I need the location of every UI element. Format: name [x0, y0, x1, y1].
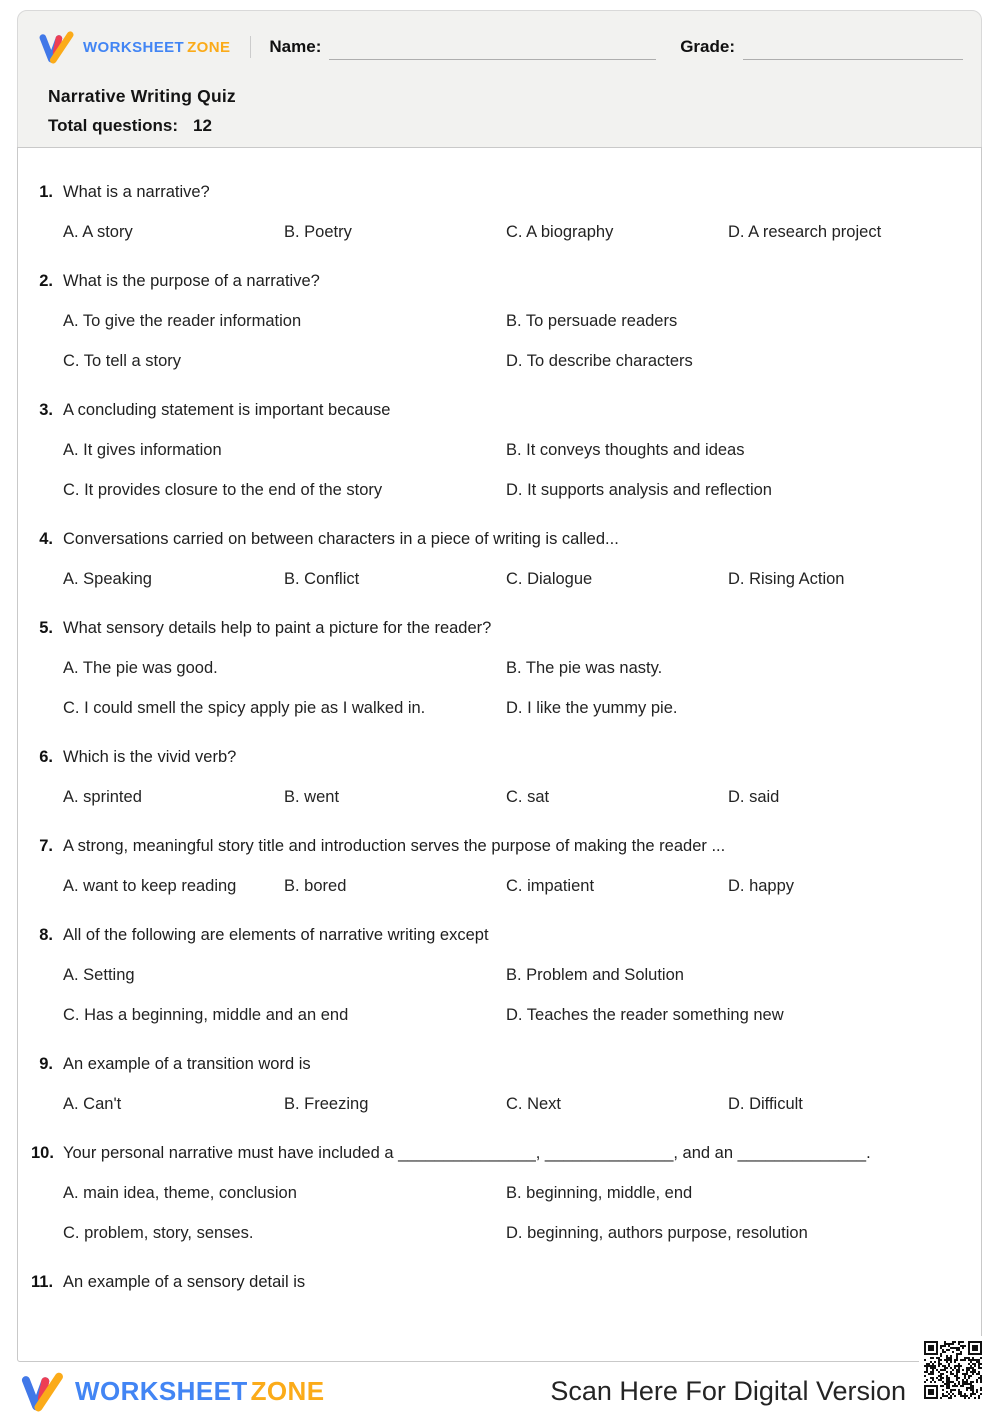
question-10 [31, 1142, 961, 1245]
question-number: 2. [39, 272, 53, 290]
question-5 [31, 617, 961, 720]
question-1-option-A: A. A story [63, 223, 133, 241]
worksheet-title: Narrative Writing Quiz [48, 86, 236, 106]
question-number: 4. [39, 530, 53, 548]
question-8-text-line [31, 924, 961, 947]
question-1-text-line [31, 181, 961, 204]
question-4-option-A: A. Speaking [63, 570, 152, 588]
question-4-option-C: C. Dialogue [506, 570, 593, 588]
question-10-options [63, 1182, 961, 1245]
header [18, 11, 981, 147]
question-2-option-D: D. To describe characters [506, 352, 693, 370]
question-7-option-D: D. happy [728, 877, 795, 895]
question-1-options [63, 221, 961, 244]
question-2-option-B: B. To persuade readers [506, 312, 678, 330]
qr-code [919, 1336, 987, 1404]
question-5-options [63, 657, 961, 720]
question-number: 1. [39, 183, 53, 201]
question-5-option-B: B. The pie was nasty. [506, 659, 663, 677]
questions-list [31, 181, 961, 1294]
question-8-option-A: A. Setting [63, 966, 135, 984]
brand-word-zone: ZONE [250, 1375, 325, 1406]
question-10-option-A: A. main idea, theme, conclusion [63, 1184, 297, 1202]
question-text: A concluding statement is important because [63, 401, 391, 419]
question-text: A strong, meaningful story title and introduction serves the purpose of making the reader ... [63, 837, 726, 855]
question-text: What is a narrative? [63, 183, 210, 201]
question-number: 7. [39, 837, 53, 855]
question-number: 8. [39, 926, 53, 944]
question-10-option-D: D. beginning, authors purpose, resolution [506, 1224, 808, 1242]
question-number: 6. [39, 748, 53, 766]
vertical-divider [250, 36, 251, 58]
question-2-text-line [31, 270, 961, 293]
question-9-option-D: D. Difficult [728, 1095, 803, 1113]
question-3-text-line [31, 399, 961, 422]
scan-here-text: Scan Here For Digital Version [550, 1375, 906, 1406]
question-8-option-C: C. Has a beginning, middle and an end [63, 1006, 349, 1024]
question-text: Your personal narrative must have included a _______________, ______________, and an ______________. [63, 1144, 871, 1162]
worksheetzone-w-icon [38, 30, 76, 64]
question-3-option-A: A. It gives information [63, 441, 222, 459]
question-6-option-A: A. sprinted [63, 788, 142, 806]
question-9 [31, 1053, 961, 1116]
question-2 [31, 270, 961, 373]
question-4-option-D: D. Rising Action [728, 570, 845, 588]
question-1 [31, 181, 961, 244]
question-number: 5. [39, 619, 53, 637]
question-text: Conversations carried on between characters in a piece of writing is called... [63, 530, 619, 548]
question-7-option-C: C. impatient [506, 877, 595, 895]
question-5-option-A: A. The pie was good. [63, 659, 218, 677]
footer [0, 1368, 1000, 1414]
question-5-option-D: D. I like the yummy pie. [506, 699, 678, 717]
question-9-option-A: A. Can't [63, 1095, 122, 1113]
question-4-text-line [31, 528, 961, 551]
question-9-text-line [31, 1053, 961, 1076]
question-1-option-D: D. A research project [728, 223, 882, 241]
question-9-option-B: B. Freezing [284, 1095, 369, 1113]
question-7-text-line [31, 835, 961, 858]
question-3-option-D: D. It supports analysis and reflection [506, 481, 772, 499]
brand-word-worksheet: WORKSHEET [75, 1375, 248, 1406]
question-10-option-C: C. problem, story, senses. [63, 1224, 254, 1242]
question-11 [31, 1271, 961, 1294]
question-3 [31, 399, 961, 502]
question-4-options [63, 568, 961, 591]
question-5-option-C: C. I could smell the spicy apply pie as I walked in. [63, 699, 426, 717]
question-6-text-line [31, 746, 961, 769]
brand-word-zone: ZONE [187, 38, 231, 56]
question-number: 11. [31, 1273, 54, 1291]
question-8-option-B: B. Problem and Solution [506, 966, 684, 984]
grade-input-line[interactable] [743, 44, 963, 60]
question-4-option-B: B. Conflict [284, 570, 360, 588]
question-3-options [63, 439, 961, 502]
question-2-option-A: A. To give the reader information [63, 312, 302, 330]
question-5-text-line [31, 617, 961, 640]
header-logo-row [38, 29, 963, 65]
question-1-option-B: B. Poetry [284, 223, 352, 241]
brand-logo [38, 30, 230, 64]
question-6-option-C: C. sat [506, 788, 550, 806]
question-6-option-B: B. went [284, 788, 340, 806]
question-3-option-B: B. It conveys thoughts and ideas [506, 441, 745, 459]
question-7-option-B: B. bored [284, 877, 347, 895]
total-questions-row [48, 116, 963, 136]
question-text: What sensory details help to paint a picture for the reader? [63, 619, 492, 637]
questions-panel [17, 147, 982, 1362]
question-6-options [63, 786, 961, 809]
brand-word-worksheet: WORKSHEET [83, 38, 185, 56]
question-8 [31, 924, 961, 1027]
footer-brand-logo [20, 1371, 324, 1412]
question-6-option-D: D. said [728, 788, 780, 806]
question-8-option-D: D. Teaches the reader something new [506, 1006, 784, 1024]
question-text: An example of a sensory detail is [63, 1273, 306, 1291]
question-11-text-line [31, 1271, 961, 1294]
worksheetzone-w-icon [20, 1371, 66, 1412]
question-9-options [63, 1093, 961, 1116]
question-2-option-C: C. To tell a story [63, 352, 181, 370]
question-text: What is the purpose of a narrative? [63, 272, 320, 290]
question-7-option-A: A. want to keep reading [63, 877, 237, 895]
name-input-line[interactable] [329, 44, 656, 60]
question-10-option-B: B. beginning, middle, end [506, 1184, 693, 1202]
question-number: 3. [39, 401, 53, 419]
question-text: Which is the vivid verb? [63, 748, 237, 766]
name-label: Name: [269, 37, 322, 56]
question-10-text-line [31, 1142, 961, 1165]
total-questions-value: 12 [193, 116, 212, 135]
question-2-options [63, 310, 961, 373]
grade-label: Grade: [680, 37, 735, 56]
question-4 [31, 528, 961, 591]
question-text: All of the following are elements of narrative writing except [63, 926, 489, 944]
question-7-options [63, 875, 961, 898]
question-number: 9. [39, 1055, 53, 1073]
question-number: 10. [31, 1144, 54, 1162]
question-7 [31, 835, 961, 898]
question-6 [31, 746, 961, 809]
question-3-option-C: C. It provides closure to the end of the story [63, 481, 383, 499]
question-9-option-C: C. Next [506, 1095, 562, 1113]
question-1-option-C: C. A biography [506, 223, 614, 241]
total-questions-label: Total questions: [48, 116, 179, 135]
question-8-options [63, 964, 961, 1027]
worksheet-card [17, 10, 982, 1362]
question-text: An example of a transition word is [63, 1055, 311, 1073]
